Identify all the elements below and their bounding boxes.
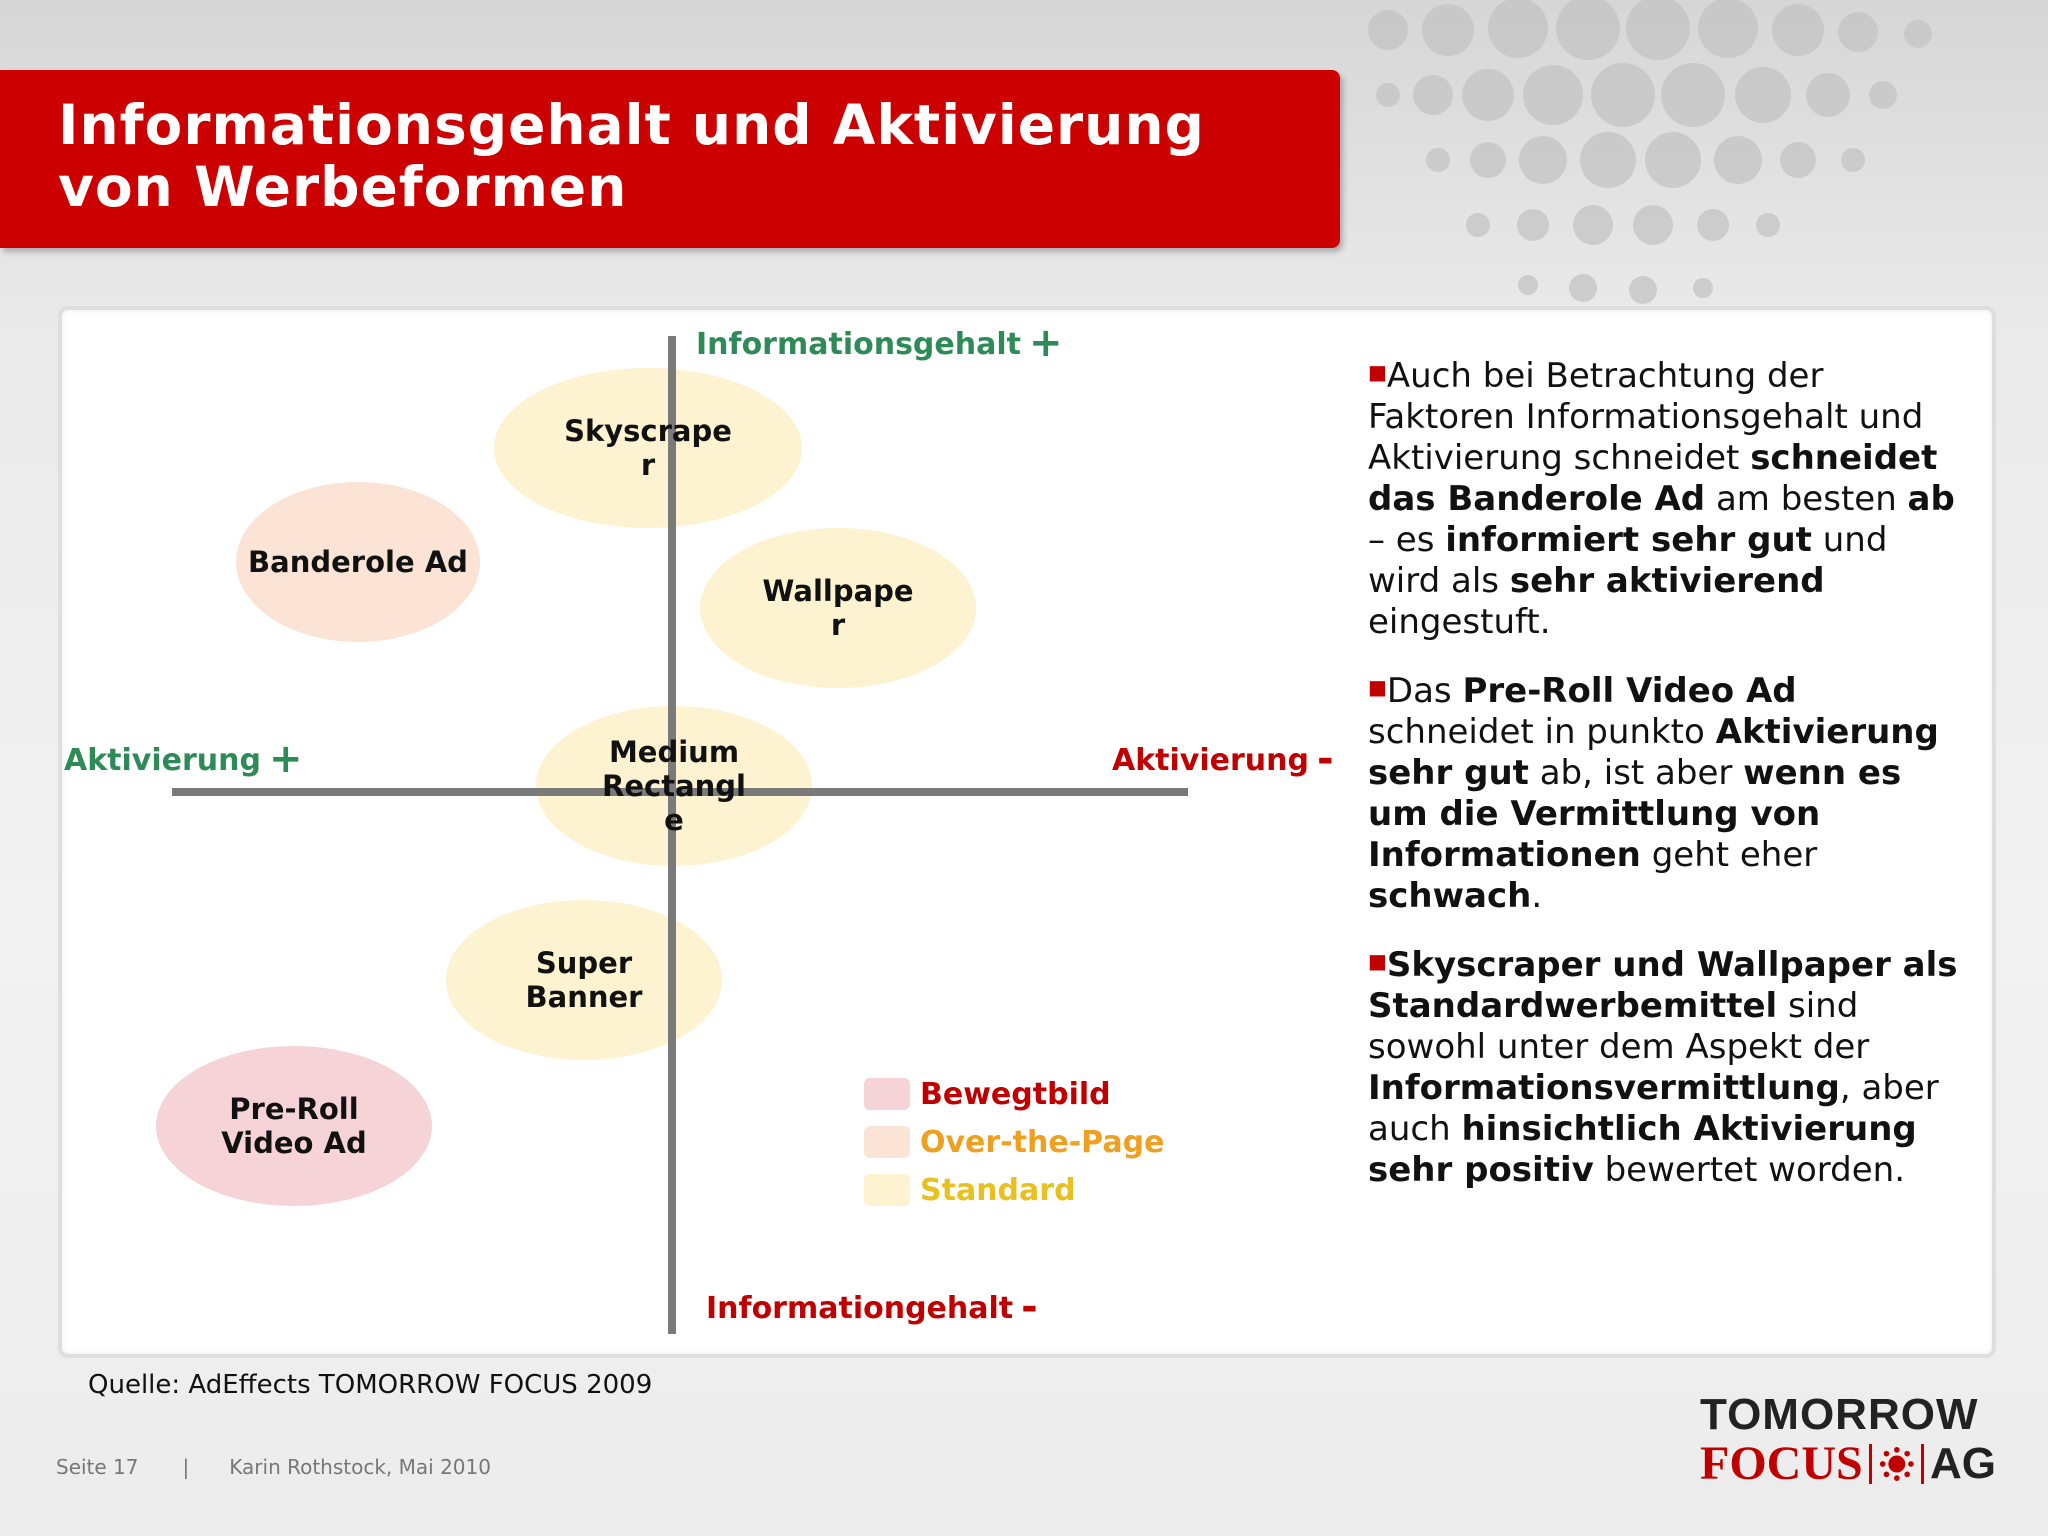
legend-item-over-the-page xyxy=(864,1118,1164,1166)
legend-item-standard xyxy=(864,1166,1164,1214)
logo-burst-icon xyxy=(1878,1444,1916,1484)
bubble-label-wallpaper: Wallpape r xyxy=(762,574,914,642)
bubble-label-medium-rectangle: Medium Rectangl e xyxy=(602,735,746,837)
paragraph-skyscraper-wallpaper: ■Skyscraper und Wallpaper als Standardwerbemittel sind sowohl unter dem Aspekt der Informationsvermittlung, aber auch hinsichtlich Aktivierung sehr positiv bewertet worden. xyxy=(1368,945,1958,1190)
decorative-dot-pattern xyxy=(1328,0,2048,320)
bullet-icon: ■ xyxy=(1368,675,1387,699)
footer-separator: | xyxy=(182,1455,190,1479)
bubble-label-banderole-ad: Banderole Ad xyxy=(248,545,468,579)
legend-label: Standard xyxy=(920,1172,1076,1208)
axis-label-left: Aktivierung + xyxy=(64,736,303,782)
bubble-label-skyscraper: Skyscrape r xyxy=(564,414,732,482)
positioning-diagram xyxy=(62,310,1392,1354)
legend-label: Bewegtbild xyxy=(920,1076,1111,1112)
legend-item-bewegtbild xyxy=(864,1070,1164,1118)
logo-divider xyxy=(1921,1444,1924,1484)
content-panel xyxy=(58,306,1996,1358)
bubble-label-pre-roll-video-ad: Pre-Roll Video Ad xyxy=(221,1092,367,1160)
title-bar xyxy=(0,70,1340,248)
paragraph-pre-roll: ■Das Pre-Roll Video Ad schneidet in punkto Aktivierung sehr gut ab, ist aber wenn es um die Vermittlung von Informationen geht eher schwach. xyxy=(1368,671,1939,916)
source-note: Quelle: AdEffects TOMORROW FOCUS 2009 xyxy=(88,1370,653,1400)
axis-label-top: Informationsgehalt + xyxy=(696,320,1063,366)
axis-label-bottom: Informationgehalt - xyxy=(706,1284,1038,1330)
logo-line-focus: FOCUS AG xyxy=(1700,1437,1996,1490)
summary-text xyxy=(1368,352,1968,1215)
legend-swatch xyxy=(864,1174,910,1206)
legend-swatch xyxy=(864,1078,910,1110)
bullet-icon: ■ xyxy=(1368,360,1387,384)
paragraph-banderole: ■Auch bei Betrachtung der Faktoren Informationsgehalt und Aktivierung schneidet schneidet das Banderole Ad am besten ab – es informiert sehr gut und wird als sehr aktivierend eingestuft. xyxy=(1368,356,1955,642)
footer-author: Karin Rothstock, Mai 2010 xyxy=(229,1455,491,1479)
slide-title: Informationsgehalt und Aktivierung von Werbeformen xyxy=(58,93,1205,219)
bullet-icon: ■ xyxy=(1368,949,1387,973)
logo-line-tomorrow: TOMORROW xyxy=(1700,1390,1979,1439)
page-number: Seite 17 xyxy=(56,1455,139,1479)
footer xyxy=(56,1455,491,1479)
logo-divider xyxy=(1869,1444,1872,1484)
legend-label: Over-the-Page xyxy=(920,1124,1165,1160)
tomorrow-focus-logo xyxy=(1700,1392,1996,1490)
legend-swatch xyxy=(864,1126,910,1158)
legend xyxy=(864,1070,1164,1214)
axis-label-right: Aktivierung - xyxy=(1112,736,1334,782)
bubble-label-super-banner: Super Banner xyxy=(525,946,643,1014)
